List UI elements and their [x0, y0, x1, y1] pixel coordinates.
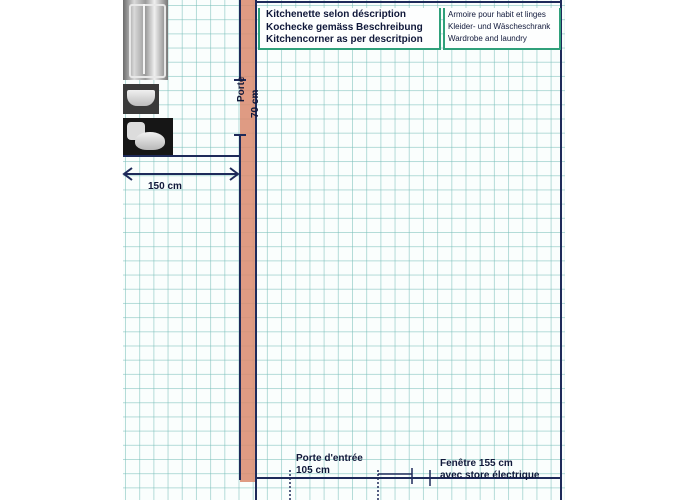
entrance-door-label: [296, 453, 363, 477]
door-label-line2: 70 cm: [250, 89, 261, 118]
wardrobe-line-de: Kleider- und Wäscheschrank: [448, 22, 551, 31]
kitchen-line-fr: Kitchenette selon déscription: [266, 9, 407, 20]
wardrobe-line-fr: Armoire pour habit et linges: [448, 10, 546, 19]
window-label: [440, 458, 540, 482]
wardrobe-box: [443, 8, 561, 50]
entrance-door-line1: Porte d'entrée: [296, 453, 363, 464]
window-line2: avec store électrique: [440, 470, 540, 481]
kitchen-box: [258, 8, 441, 50]
window-line1: Fenêtre 155 cm: [440, 458, 513, 469]
door-label: [236, 76, 272, 130]
kitchen-line-en: Kitchencorner as per descritpion: [266, 34, 423, 45]
kitchen-line-de: Kochecke gemäss Beschreibung: [266, 21, 423, 33]
door-label-line1: Porte: [236, 76, 247, 102]
wardrobe-line-en: Wardrobe and laundry: [448, 34, 527, 43]
width-dimension-label: 150 cm: [148, 181, 182, 192]
entrance-door-line2: 105 cm: [296, 465, 330, 476]
